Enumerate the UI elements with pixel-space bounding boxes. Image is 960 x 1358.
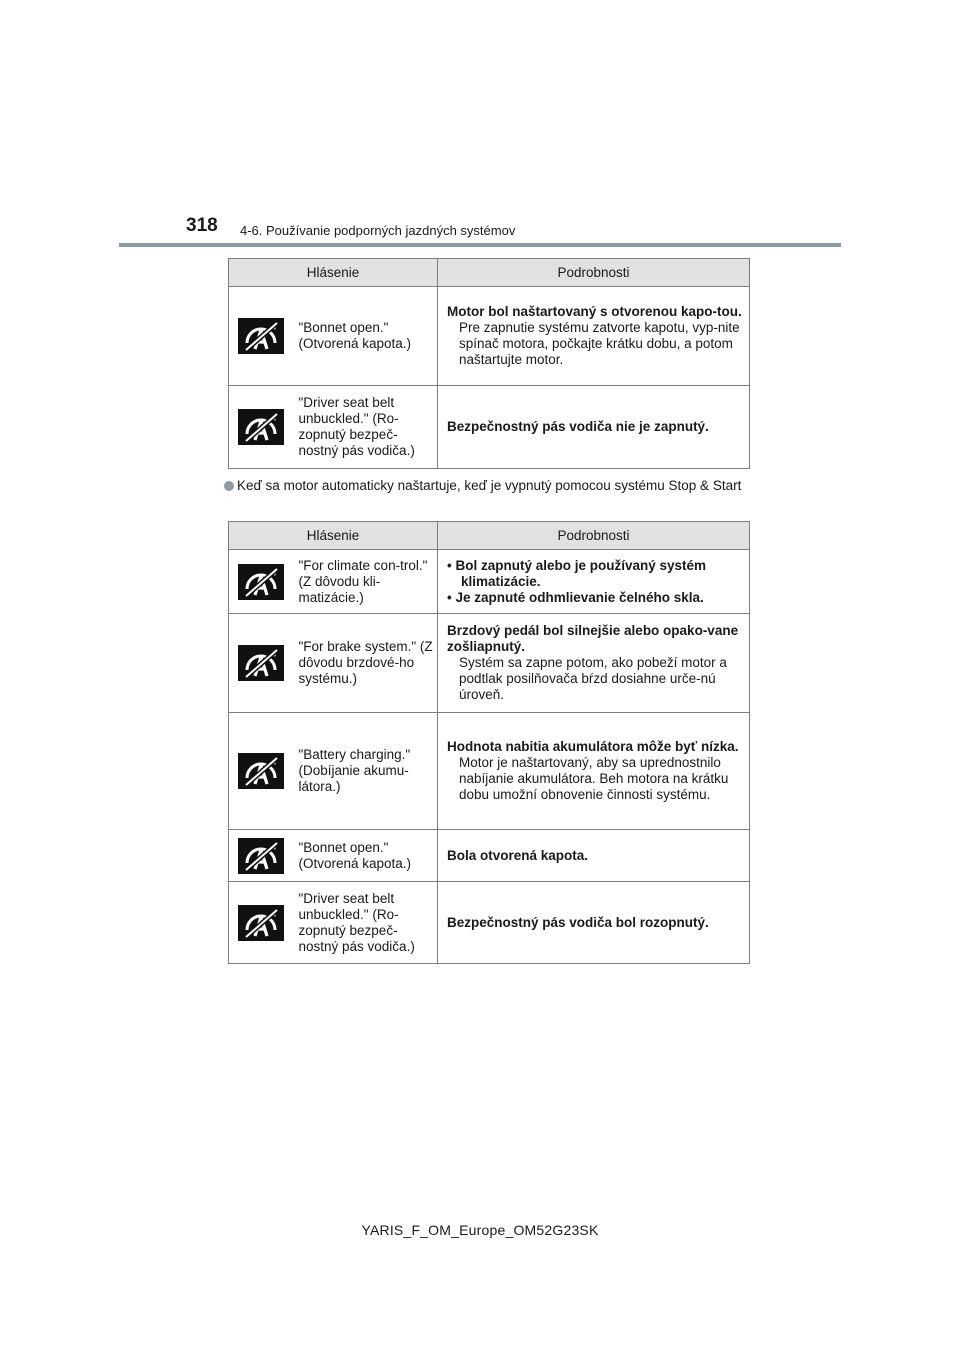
table-header-row [229,259,750,287]
stop-start-off-icon [238,564,284,600]
detail-heading: Bezpečnostný pás vodiča bol rozopnutý. [447,914,709,930]
detail-heading: Hodnota nabitia akumulátora môže byť nízka. [447,739,739,754]
detail-bullet: • Je zapnuté odhmlievanie čelného skla. [447,589,704,605]
message-text: "Bonnet open." (Otvorená kapota.) [293,287,438,386]
table-row [229,386,750,469]
detail-heading: Bezpečnostný pás vodiča nie je zapnutý. [447,419,709,434]
stop-start-off-icon [238,409,284,445]
table-row [229,287,750,386]
detail-text: Systém sa zapne potom, ako pobeží motor a podtlak posilňovača bŕzd dosiahne urče-nú úroveň. [459,655,727,702]
stop-start-off-icon [238,905,284,941]
table-row [229,713,750,830]
detail-text: Motor je naštartovaný, aby sa uprednostnilo nabíjanie akumulátora. Beh motora na krátku dobu umožní obnovenie činnosti systému. [459,755,729,802]
message-text: "For climate con-trol." (Z dôvodu kli-matizácie.) [293,550,438,614]
detail-heading: Bola otvorená kapota. [447,847,589,863]
message-text: "Bonnet open." (Otvorená kapota.) [293,830,438,882]
message-text: "For brake system." (Z dôvodu brzdové-ho systému.) [293,614,438,713]
message-text: "Battery charging." (Dobíjanie akumu-látora.) [293,713,438,830]
detail-text: Pre zapnutie systému zatvorte kapotu, vyp-nite spínač motora, počkajte krátku dobu, a potom naštartujte motor. [459,320,740,367]
bullet-paragraph [224,478,750,494]
column-header-details: Podrobnosti [438,522,750,550]
stop-start-off-icon [238,753,284,789]
message-table-2 [228,521,750,964]
detail-heading: Brzdový pedál bol silnejšie alebo opako-vane zošliapnutý. [447,623,739,654]
message-table-1 [228,258,750,469]
page-number: 318 [186,215,218,236]
document-footer: YARIS_F_OM_Europe_OM52G23SK [361,1222,599,1238]
column-header-message: Hlásenie [229,522,438,550]
table-row [229,882,750,964]
bullet-text: Keď sa motor automaticky naštartuje, keď je vypnutý pomocou systému Stop & Start [237,478,742,493]
table-header-row [229,522,750,550]
message-text: "Driver seat belt unbuckled." (Ro-zopnutý bezpeč-nostný pás vodiča.) [293,882,438,964]
column-header-message: Hlásenie [229,259,438,287]
detail-bullet: • Bol zapnutý alebo je používaný systém klimatizácie. [447,557,707,589]
message-text: "Driver seat belt unbuckled." (Ro-zopnutý bezpeč-nostný pás vodiča.) [293,386,438,469]
table-row [229,614,750,713]
detail-heading: Motor bol naštartovaný s otvorenou kapo-tou. [447,304,742,319]
table-row [229,550,750,614]
stop-start-off-icon [238,645,284,681]
column-header-details: Podrobnosti [438,259,750,287]
bullet-dot [224,481,234,491]
stop-start-off-icon [238,838,284,874]
table-row [229,830,750,882]
header-rule [119,243,841,247]
section-title: 4-6. Používanie podporných jazdných systémov [240,223,516,238]
stop-start-off-icon [238,318,284,354]
